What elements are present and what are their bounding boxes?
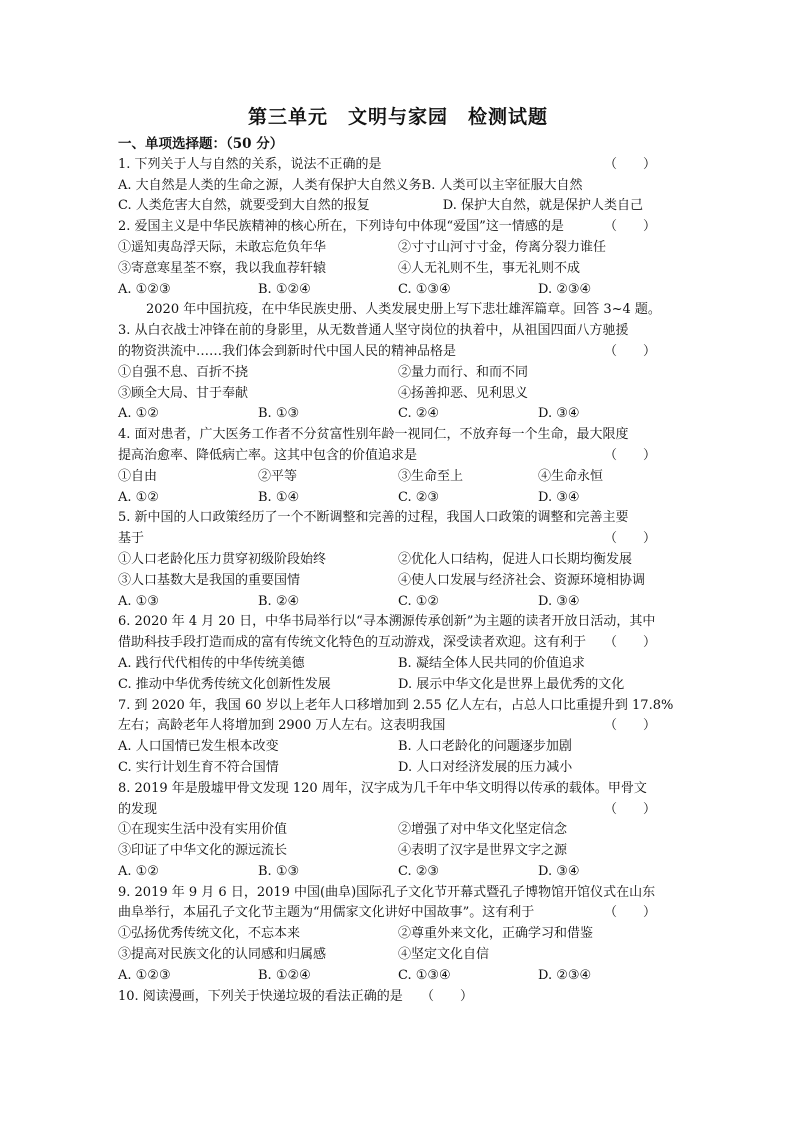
item-4: ④使人口发展与经济社会、资源环境相协调: [398, 572, 646, 588]
item-3: ③提高对民族文化的认同感和归属感: [118, 947, 327, 963]
option-d: D. ③④: [538, 489, 580, 505]
option-a: A. 人口国情已发生根本改变: [118, 739, 279, 755]
question-4-items: [118, 467, 678, 488]
option-c: C. 人类危害大自然，就要受到大自然的报复: [118, 198, 370, 214]
item-4: ④人无礼则不生，事无礼则不成: [398, 260, 581, 276]
question-2: [118, 217, 678, 238]
answer-bracket: （ ）: [603, 531, 656, 547]
item-2: ②平等: [258, 468, 298, 484]
question-1-options-cd: [118, 196, 678, 217]
question-7-options-cd: [118, 758, 678, 779]
question-5-choices: [118, 592, 678, 613]
question-10: [118, 987, 678, 1008]
option-c: C. 推动中华优秀传统文化创新性发展: [118, 676, 331, 692]
item-3: ③寄意寒星荃不察，我以我血荐轩辕: [118, 260, 327, 276]
material-intro-3-4: 2020 年中国抗疫，在中华民族史册、人类发展史册上写下悲壮雄浑篇章。回答 3~4 题。: [146, 302, 661, 318]
question-7-options-ab: [118, 737, 678, 758]
option-c: C. ②③: [398, 489, 440, 505]
item-3: ③顾全大局、甘于奉献: [118, 385, 249, 401]
question-4-stem-line-2: 提高治愈率、降低病亡率。这其中包含的价值追求是: [118, 447, 418, 463]
question-10-stem: 10. 阅读漫画，下列关于快递垃圾的看法正确的是: [118, 988, 403, 1004]
question-2-items-34: [118, 259, 678, 280]
question-8-stem-line-2: 的发现: [118, 801, 158, 817]
answer-bracket: （ ）: [603, 905, 656, 921]
item-1: ①遥知夷岛浮天际，未敢忘危负年华: [118, 239, 327, 255]
question-4: [118, 446, 678, 467]
answer-bracket: （ ）: [603, 801, 656, 817]
option-d: D. ③④: [538, 406, 580, 422]
option-b: B. ①②④: [258, 281, 311, 297]
answer-bracket: （ ）: [603, 343, 656, 359]
answer-bracket: （ ）: [603, 219, 656, 235]
option-d: D. ③④: [538, 863, 580, 879]
question-6-stem-line-1: 6. 2020 年 4 月 20 日，中华书局举行以“寻本溯源传承创新”为主题的读者开放日活动，其中: [118, 614, 656, 630]
question-9-items-34: [118, 945, 678, 966]
option-b: B. ①③: [258, 406, 300, 422]
question-3-stem-line-1: 3. 从白衣战士冲锋在前的身影里，从无数普通人坚守岗位的执着中，从祖国四面八方驰援: [118, 323, 629, 339]
question-7-stem-line-1: 7. 到 2020 年，我国 60 岁以上老年人口移增加到 2.55 亿人左右，占总人口比重提升到 17.8%: [118, 697, 674, 713]
item-4: ④生命永恒: [538, 468, 604, 484]
option-c: C. ①②: [398, 593, 440, 609]
option-b: B. ②④: [258, 593, 300, 609]
option-b: B. ①②④: [258, 967, 311, 983]
question-6-options-ab: [118, 654, 678, 675]
answer-bracket: （ ）: [603, 718, 656, 734]
item-3: ③生命至上: [398, 468, 464, 484]
question-8-choices: [118, 862, 678, 883]
item-4: ④扬善抑恶、见利思义: [398, 385, 529, 401]
option-a: A. ①②: [118, 863, 159, 879]
question-8: [118, 800, 678, 821]
question-2-items-12: [118, 238, 678, 259]
item-1: ①自强不息、百折不挠: [118, 364, 249, 380]
answer-bracket: （ ）: [603, 447, 656, 463]
option-a: A. 践行代代相传的中华传统美德: [118, 655, 305, 671]
option-c: C. ②③: [398, 863, 440, 879]
option-a: A. 大自然是人类的生命之源，人类有保护大自然义务: [118, 177, 422, 193]
option-a: A. ①②③: [118, 967, 171, 983]
item-2: ②寸寸山河寸寸金，侉离分裂力谁任: [398, 239, 607, 255]
question-9: [118, 903, 678, 924]
question-8-stem-line-1: 8. 2019 年是殷墟甲骨文发现 120 周年，汉字成为几千年中华文明得以传承的载体。甲骨文: [118, 780, 647, 796]
item-2: ②量力而行、和而不同: [398, 364, 529, 380]
item-2: ②尊重外来文化，正确学习和借鉴: [398, 926, 594, 942]
option-b: B. ①③: [258, 863, 300, 879]
question-9-choices: [118, 966, 678, 987]
option-b: B. 人口老龄化的问题逐步加剧: [398, 739, 572, 755]
question-3-items-12: [118, 363, 678, 384]
question-3-choices: [118, 404, 678, 425]
item-2: ②优化人口结构，促进人口长期均衡发展: [398, 551, 633, 567]
option-a: A. ①②: [118, 489, 159, 505]
option-b: B. 凝结全体人民共同的价值追求: [398, 655, 585, 671]
question-9-stem-line-1: 9. 2019 年 9 月 6 日，2019 中国(曲阜)国际孔子文化节开幕式暨孔子博物馆开馆仪式在山东: [118, 884, 656, 900]
question-1-options-ab: [118, 176, 678, 197]
question-5-stem-line-2: 基于: [118, 531, 145, 547]
option-b: B. ①④: [258, 489, 300, 505]
section-heading: 一、单项选择题：（50 分）: [118, 136, 284, 152]
question-5-items-12: [118, 550, 678, 571]
question-4-choices: [118, 488, 678, 509]
question-9-items-12: [118, 924, 678, 945]
question-1: [118, 155, 678, 176]
option-d: D. ③④: [538, 593, 580, 609]
item-4: ④表明了汉字是世界文字之源: [398, 843, 568, 859]
item-3: ③人口基数大是我国的重要国情: [118, 572, 301, 588]
item-1: ①弘扬优秀传统文化，不忘本来: [118, 926, 301, 942]
question-7-stem-line-2: 左右；高龄老年人将增加到 2900 万人左右。这表明我国: [118, 718, 446, 734]
option-c: C. ①③④: [398, 967, 451, 983]
question-7: [118, 716, 678, 737]
option-b: B. 人类可以主宰征服大自然: [421, 177, 583, 193]
question-1-stem: 1. 下列关于人与自然的关系，说法不正确的是: [118, 156, 382, 172]
question-2-choices: [118, 280, 678, 301]
option-a: A. ①②: [118, 406, 159, 422]
option-a: A. ①②③: [118, 281, 171, 297]
question-5: [118, 529, 678, 550]
question-8-items-12: [118, 820, 678, 841]
question-2-stem: 2. 爱国主义是中华民族精神的核心所在，下列诗句中体现“爱国”这一情感的是: [118, 219, 564, 235]
option-c: C. ②④: [398, 406, 440, 422]
question-6-stem-line-2: 借助科技手段打造而成的富有传统文化特色的互动游戏，深受读者欢迎。这有利于: [118, 635, 587, 651]
option-d: D. ②③④: [538, 281, 592, 297]
option-d: D. ②③④: [538, 967, 592, 983]
item-2: ②增强了对中华文化坚定信念: [398, 822, 568, 838]
option-c: C. 实行计划生育不符合国情: [118, 759, 279, 775]
page-title: 第三单元 文明与家园 检测试题: [247, 106, 548, 128]
option-c: C. ①③④: [398, 281, 451, 297]
exam-page: [118, 104, 678, 1007]
option-d: D. 展示中华文化是世界上最优秀的文化: [398, 676, 625, 692]
answer-bracket: （ ）: [603, 156, 656, 172]
question-6-options-cd: [118, 675, 678, 696]
item-1: ①在现实生活中没有实用价值: [118, 822, 288, 838]
question-3-stem-line-2: 的物资洪流中……我们体会到新时代中国人民的精神品格是: [118, 343, 457, 359]
question-8-items-34: [118, 841, 678, 862]
question-3: [118, 342, 678, 363]
item-1: ①自由: [118, 468, 158, 484]
option-d: D. 人口对经济发展的压力减小: [398, 759, 573, 775]
option-d: D. 保护大自然，就是保护人类自己: [442, 198, 644, 214]
question-6: [118, 633, 678, 654]
answer-bracket: （ ）: [603, 635, 656, 651]
item-1: ①人口老龄化压力贯穿初级阶段始终: [118, 551, 327, 567]
question-3-items-34: [118, 384, 678, 405]
question-4-stem-line-1: 4. 面对患者，广大医务工作者不分贫富性别年龄一视同仁，不放弃每一个生命，最大限度: [118, 427, 629, 443]
item-4: ④坚定文化自信: [398, 947, 490, 963]
question-5-stem-line-1: 5. 新中国的人口政策经历了一个不断调整和完善的过程，我国人口政策的调整和完善主要: [118, 510, 629, 526]
option-a: A. ①③: [118, 593, 159, 609]
question-5-items-34: [118, 571, 678, 592]
answer-bracket: （ ）: [420, 988, 473, 1004]
item-3: ③印证了中华文化的源远流长: [118, 843, 288, 859]
question-9-stem-line-2: 曲阜举行，本届孔子文化节主题为“用儒家文化讲好中国故事”。这有利于: [118, 905, 535, 921]
